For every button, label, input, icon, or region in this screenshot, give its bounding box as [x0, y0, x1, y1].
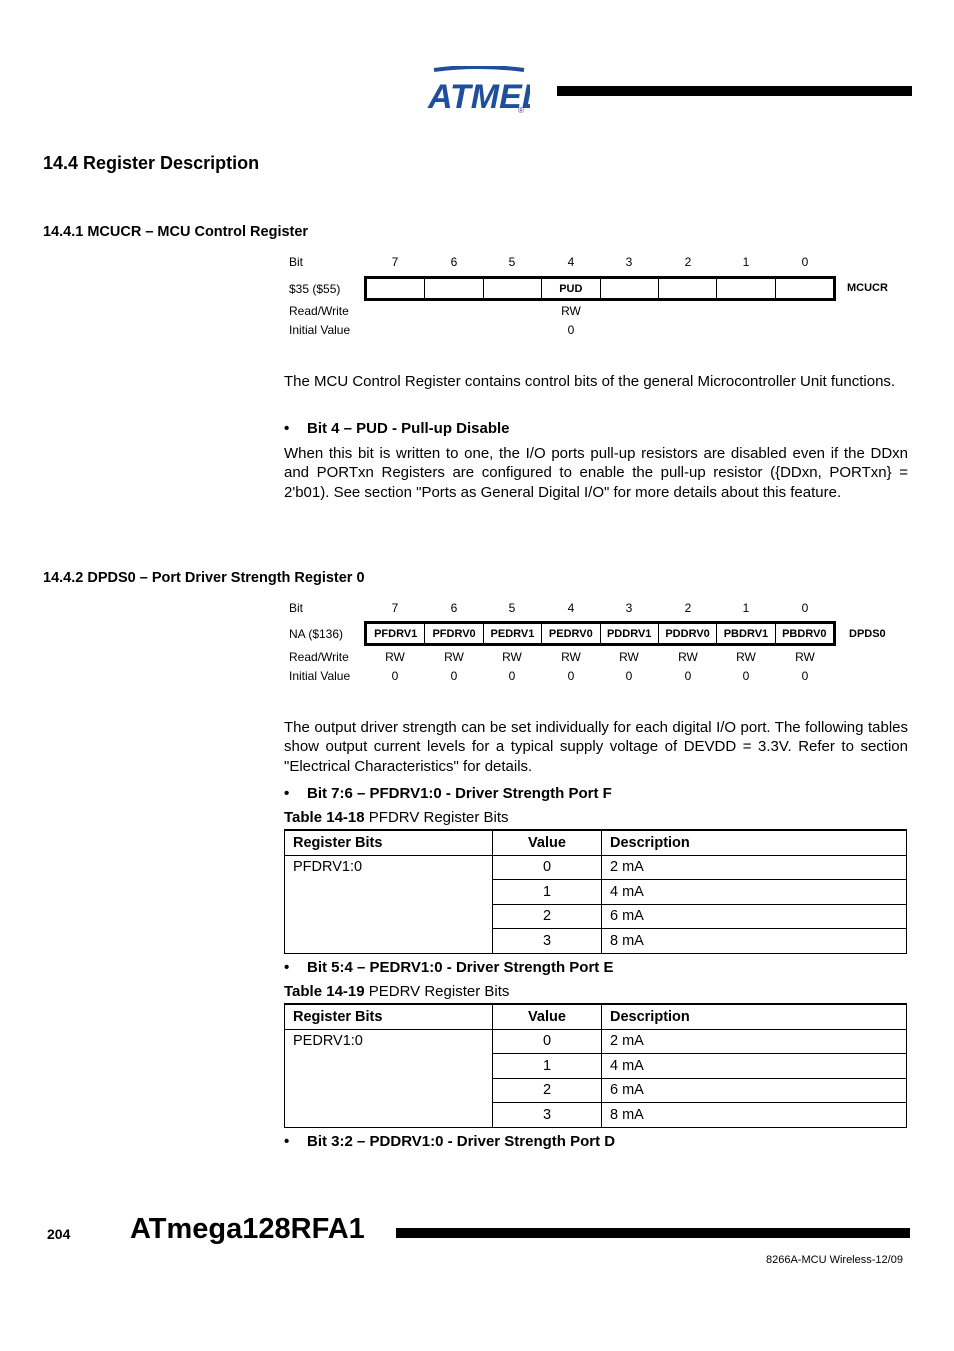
register-bit-cell: PFDRV0	[425, 624, 483, 643]
table-header-row	[285, 830, 907, 855]
bit-number: 4	[567, 255, 575, 269]
footer-rule	[396, 1228, 910, 1238]
table18	[284, 829, 907, 954]
value-cell: 2	[493, 904, 602, 929]
rw-value: RW	[678, 650, 698, 664]
description-cell: 8 mA	[602, 929, 907, 954]
dpds0-title: 14.4.2 DPDS0 – Port Driver Strength Register 0	[43, 570, 365, 586]
bit-number: 1	[742, 255, 750, 269]
rw-value: RW	[795, 650, 815, 664]
value-cell: 0	[493, 1029, 602, 1054]
register-bit-cell: PDDRV1	[601, 624, 659, 643]
table19-caption-number: Table 14-19	[284, 983, 365, 1000]
dpds0-rw-label: Read/Write	[289, 650, 349, 664]
bit4-heading-text: Bit 4 – PUD - Pull-up Disable	[307, 420, 510, 437]
description-cell: 8 mA	[602, 1103, 907, 1128]
bit54-heading-text: Bit 5:4 – PEDRV1:0 - Driver Strength Port E	[307, 959, 614, 976]
description-cell: 4 mA	[602, 1054, 907, 1079]
register-bit-cell	[717, 279, 775, 298]
mcucr-bit-label: Bit	[289, 255, 304, 269]
init-value: 0	[567, 669, 575, 683]
rw-value: RW	[502, 650, 522, 664]
register-bits-cell: PEDRV1:0	[285, 1029, 493, 1127]
bit-number: 2	[684, 601, 692, 615]
bit4-heading	[284, 420, 510, 437]
section-title: 14.4 Register Description	[43, 153, 260, 173]
table18-caption	[284, 809, 509, 826]
bit-number: 4	[567, 601, 575, 615]
dpds0-register-box	[364, 621, 836, 646]
bullet-dot: •	[284, 420, 290, 437]
register-bit-cell: PFDRV1	[367, 624, 425, 643]
register-bit-cell	[484, 279, 542, 298]
table19-caption-text: PEDRV Register Bits	[364, 983, 510, 1000]
svg-text:ATMEL: ATME	[428, 78, 522, 114]
header-value: Value	[493, 830, 602, 855]
bullet-dot: •	[284, 1133, 290, 1150]
mcucr-rw-label: Read/Write	[289, 304, 349, 318]
bit-number: 7	[391, 601, 399, 615]
dpds0-address: NA ($136)	[289, 627, 344, 641]
table19-caption	[284, 983, 509, 1000]
register-bit-cell	[776, 279, 833, 298]
bit-number: 6	[450, 601, 458, 615]
rw-value: RW	[619, 650, 639, 664]
init-value: 0	[391, 669, 399, 683]
bit32-heading-text: Bit 3:2 – PDDRV1:0 - Driver Strength Port D	[307, 1133, 616, 1150]
dpds0-description: The output driver strength can be set individually for each digital I/O port. The following tables show output current levels for a typical supply voltage of DEVDD = 3.3V. Refer to section "Electrical Characteristics" for details.	[284, 719, 908, 775]
mcucr-description: The MCU Control Register contains control bits of the general Microcontroller Unit functions.	[284, 373, 896, 390]
header-value: Value	[493, 1004, 602, 1029]
header-description: Description	[602, 830, 907, 855]
bit32-heading	[284, 1133, 615, 1150]
rw-value: RW	[736, 650, 756, 664]
bit-number: 2	[684, 255, 692, 269]
bullet-dot: •	[284, 959, 290, 976]
rw-value: RW	[561, 304, 581, 318]
document-id: 8266A-MCU Wireless-12/09	[766, 1254, 903, 1266]
init-value: 0	[567, 323, 575, 337]
bullet-dot: •	[284, 785, 290, 802]
mcucr-register-name: MCUCR	[847, 282, 888, 294]
register-bit-cell: PBDRV0	[782, 627, 827, 640]
rw-value: RW	[444, 650, 464, 664]
bit-number: 5	[508, 601, 516, 615]
header-register-bits: Register Bits	[285, 830, 493, 855]
table-row	[285, 1029, 907, 1054]
value-cell: 1	[493, 1054, 602, 1079]
table-row	[285, 855, 907, 880]
value-cell: 1	[493, 880, 602, 905]
bit-number: 5	[508, 255, 516, 269]
bit76-heading	[284, 785, 612, 802]
mcucr-init-label: Initial Value	[289, 323, 351, 337]
init-value: 0	[801, 669, 809, 683]
register-bit-cell: PDDRV0	[659, 624, 717, 643]
svg-text:®: ®	[518, 106, 524, 114]
bit54-heading	[284, 959, 613, 976]
description-cell: 2 mA	[602, 855, 907, 880]
init-value: 0	[508, 669, 516, 683]
rw-value: RW	[385, 650, 405, 664]
value-cell: 0	[493, 855, 602, 880]
table18-caption-number: Table 14-18	[284, 809, 365, 826]
init-value: 0	[450, 669, 458, 683]
dpds0-init-label: Initial Value	[289, 669, 351, 683]
header-description: Description	[602, 1004, 907, 1029]
description-cell: 6 mA	[602, 904, 907, 929]
value-cell: 2	[493, 1078, 602, 1103]
register-bits-cell: PFDRV1:0	[285, 855, 493, 953]
description-cell: 4 mA	[602, 880, 907, 905]
description-cell: 6 mA	[602, 1078, 907, 1103]
table-header-row	[285, 1004, 907, 1029]
dpds0-bit-label: Bit	[289, 601, 304, 615]
mcucr-register-box	[364, 276, 836, 301]
register-bit-cell: PUD	[542, 279, 600, 298]
value-cell: 3	[493, 1103, 602, 1128]
value-cell: 3	[493, 929, 602, 954]
register-bit-cell	[659, 279, 717, 298]
table18-caption-text: PFDRV Register Bits	[364, 809, 509, 826]
description-cell: 2 mA	[602, 1029, 907, 1054]
mcucr-address: $35 ($55)	[289, 282, 341, 296]
bit-number: 6	[450, 255, 458, 269]
init-value: 0	[742, 669, 750, 683]
header-register-bits: Register Bits	[285, 1004, 493, 1029]
register-bit-cell	[367, 279, 425, 298]
bit-number: 3	[625, 601, 633, 615]
bit4-description: When this bit is written to one, the I/O ports pull-up resistors are disabled even if the DDxn and PORTxn Registers are configured to enable the pull-up resistor ({DDxn, PORTxn} = 2'b01). See section "Ports as General Digital I/O" for more details about this feature.	[284, 445, 908, 501]
register-bit-cell: PEDRV0	[542, 624, 600, 643]
header-rule	[557, 86, 912, 96]
bit-number: 1	[742, 601, 750, 615]
register-bit-cell: PBDRV1	[717, 624, 775, 643]
bit-number: 0	[801, 255, 809, 269]
dpds0-register-name: DPDS0	[849, 628, 886, 640]
rw-value: RW	[561, 650, 581, 664]
mcucr-title: 14.4.1 MCUCR – MCU Control Register	[43, 224, 309, 240]
register-bit-cell	[601, 279, 659, 298]
product-name: ATmega128RFA1	[130, 1213, 365, 1245]
bit76-heading-text: Bit 7:6 – PFDRV1:0 - Driver Strength Port F	[307, 785, 612, 802]
table19	[284, 1003, 907, 1128]
bit-number: 0	[801, 601, 809, 615]
bit-number: 7	[391, 255, 399, 269]
bit-number: 3	[625, 255, 633, 269]
init-value: 0	[625, 669, 633, 683]
init-value: 0	[684, 669, 692, 683]
atmel-logo	[426, 66, 530, 114]
register-bit-cell: PEDRV1	[484, 624, 542, 643]
register-bit-cell	[425, 279, 483, 298]
page-number: 204	[47, 1226, 71, 1242]
